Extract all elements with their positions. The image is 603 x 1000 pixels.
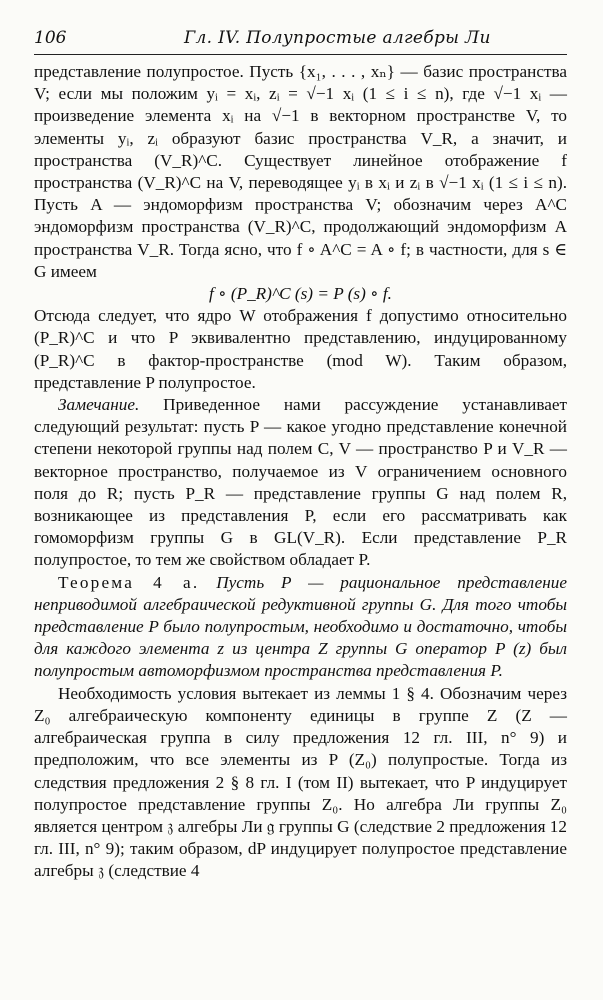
paragraph-conclusion: Отсюда следует, что ядро W отображения f допустимо относительно (P_R)^C и что P эквивалентно представлению, индуцированному (P_R)^C в фактор-пространстве (mod W). Таким образом, представление P полупростое. [34, 306, 567, 392]
theorem-paragraph [34, 572, 567, 683]
page-header [34, 28, 567, 54]
paragraph-continuation: представление полупростое. Пусть {x₁, . . . , xₙ} — базис пространства V; если мы положим yᵢ = xᵢ, zᵢ = √−1 xᵢ (1 ≤ i ≤ n), где √−1 xᵢ — произведение элемента xᵢ на √−1 в векторном пространстве V, то элементы yᵢ, zᵢ образуют базис пространства V_R, а значит, и пространства (V_R)^C. Существует линейное отображение f пространства (V_R)^C на V, переводящее yᵢ в xᵢ и zᵢ в √−1 xᵢ (1 ≤ i ≤ n). Пусть A — эндоморфизм пространства V; обозначим через A^C эндоморфизм пространства (V_R)^C, продолжающий эндоморфизм A пространства V_R. Тогда ясно, что f ∘ A^C = A ∘ f; в частности, для s ∈ G имеем [34, 62, 567, 281]
remark-heading: Замечание. [58, 395, 140, 415]
remark-text: Приведенное нами рассуждение устанавливает следующий результат: пусть P — какое угодно представление конечной степени некоторой группы над полем C, V — пространство P и V_R — векторное пространство, получаемое из V ограничением основного поля до R; пусть P_R — представление группы G над полем R, возникающее из представления P, если его рассматривать как гомоморфизм группы G в GL(V_R). Если представление P_R полупростое, то тем же свойством обладает P. [34, 395, 567, 570]
theorem-heading: Теорема 4 а. [58, 572, 200, 592]
proof-paragraph: Необходимость условия вытекает из леммы 1 § 4. Обозначим через Z₀ алгебраическую компоненту единицы в группе Z (Z — алгебраическая группа в силу предложения 12 гл. III, n° 9) и предположим, что все элементы из P (Z₀) полупростые. Тогда из следствия предложения 2 § 8 гл. I (том II) вытекает, что P индуцирует полупростое представление группы Z₀. Но алгебра Ли группы Z₀ является центром 𝔷 алгебры Ли 𝔤 группы G (следствие 2 предложения 12 гл. III, n° 9); таким образом, dP индуцирует полупростое представление алгебры 𝔷 (следствие 4 [34, 683, 567, 881]
theorem-statement: Пусть P — рациональное представление неприводимой алгебраической редуктивной группы G. Для того чтобы представление P было полупростым, необходимо и достаточно, чтобы для каждого элемента z из центра Z группы G оператор P (z) был полупростым автоморфизмом пространства представления P. [34, 572, 567, 681]
page-body [34, 61, 567, 883]
running-title: Гл. IV. Полупростые алгебры Ли [184, 28, 491, 48]
remark-paragraph [34, 394, 567, 572]
display-formula: f ∘ (P_R)^C (s) = P (s) ∘ f. [209, 284, 392, 304]
header-rule [34, 54, 567, 55]
page-number: 106 [34, 28, 67, 48]
